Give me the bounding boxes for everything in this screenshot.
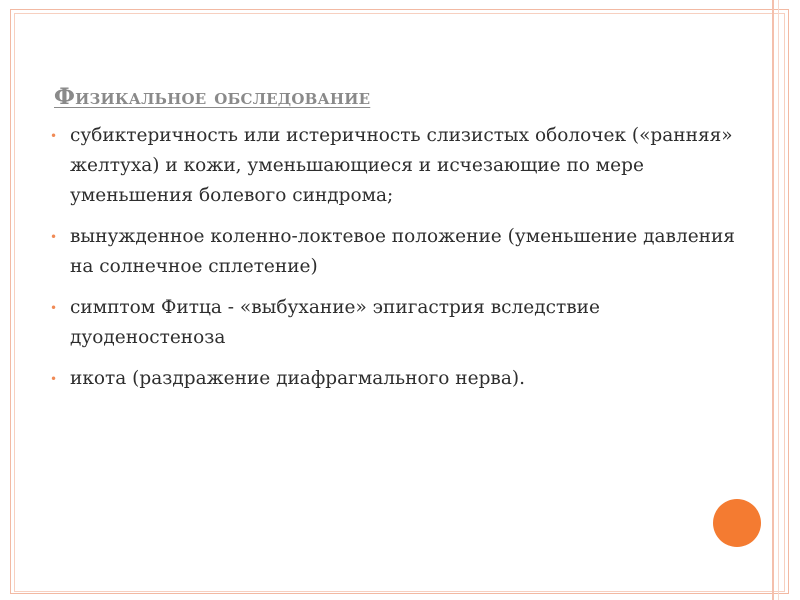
frame-right-line <box>772 0 774 600</box>
bullet-item <box>46 222 746 282</box>
bullet-text: субиктеричность или истеричность слизистых оболочек («ранняя» желтуха) и кожи, уменьшающиеся и исчезающие по мере уменьшения болевого синдрома; <box>70 125 733 206</box>
bullet-text: симптом Фитца - «выбухание» эпигастрия вследствие дуоденостеноза <box>70 297 600 348</box>
bullet-item <box>46 364 746 394</box>
bullet-icon: • <box>50 372 58 386</box>
bullet-icon: • <box>50 129 58 143</box>
slide-title: Физикальное обследование <box>54 84 371 110</box>
accent-circle-decoration <box>713 499 761 547</box>
bullet-icon: • <box>50 230 58 244</box>
bullet-item <box>46 121 746 211</box>
bullet-text: икота (раздражение диафрагмального нерва). <box>70 368 525 389</box>
bullet-item <box>46 293 746 353</box>
bullet-text: вынужденное коленно-локтевое положение (уменьшение давления на солнечное сплетение) <box>70 226 735 277</box>
bullet-list <box>46 121 746 405</box>
frame-right-line-thin <box>778 0 779 600</box>
bullet-icon: • <box>50 301 58 315</box>
